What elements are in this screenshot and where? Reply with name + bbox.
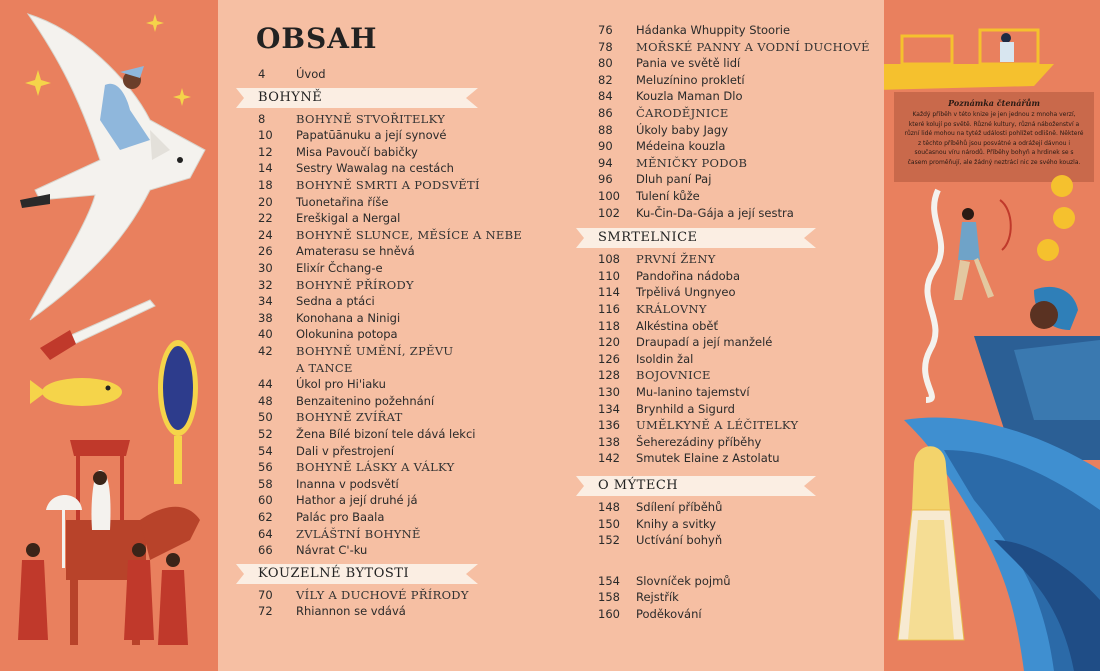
right-illustration-panel — [884, 0, 1100, 671]
page-number: 128 — [598, 368, 620, 383]
entry-title: VÍLY A DUCHOVÉ PŘÍRODY — [296, 587, 469, 602]
entry-title: Šeherezádiny příběhy — [636, 434, 762, 449]
page-number: 52 — [258, 427, 273, 441]
page-number: 160 — [598, 607, 620, 621]
entry-title: BOJOVNICE — [636, 368, 711, 383]
entry-title: BOHYNĚ STVOŘITELKY — [296, 111, 446, 126]
page-number: 42 — [258, 344, 273, 358]
entry-title: Draupadí a její manželé — [636, 335, 773, 350]
entry-title: BOHYNĚ PŘÍRODY — [296, 277, 414, 292]
illustration-bird-rider — [0, 0, 218, 671]
page-number: 8 — [258, 111, 266, 126]
entry-title: Pania ve světě lidí — [636, 56, 741, 71]
entry-title: Tulení kůže — [636, 189, 700, 203]
note-body: Každý příběh v této knize je jen jednou z mnoha verzí, které kolují po světě. Různé kultury, různá náboženství a různí lidé mohou na tytéž události pohlížet odlišně. Některé z těchto příběhů jsou posvátné a odrážejí dávnou i současnou víru národů. Příběhy bohyň a hrdinek se s časem proměňují, ale žádný neztrácí nic ze svého kouzla. — [904, 111, 1084, 166]
entry-title: Návrat C'-ku — [296, 543, 368, 558]
entry-title: Slovníček pojmů — [636, 573, 731, 588]
entry-title: Uctívání bohyň — [636, 533, 723, 548]
entry-title: Hathor a její druhé já — [296, 493, 418, 508]
entry-title: Dluh paní Paj — [636, 172, 712, 187]
page-number: 82 — [598, 72, 613, 87]
page-number: 48 — [258, 393, 273, 408]
page-number: 18 — [258, 178, 273, 192]
entry-title: Pandořina nádoba — [636, 268, 741, 283]
entry-title: Ereškigal a Nergal — [296, 211, 401, 226]
entry-title: Papatūānuku a její synové — [296, 128, 447, 143]
entry-title: PRVNÍ ŽENY — [636, 252, 716, 267]
entry-title: Alkéstina oběť — [636, 318, 718, 333]
entry-title: Kouzla Maman Dlo — [636, 89, 743, 104]
entry-title: Poděkování — [636, 607, 702, 621]
page-number: 150 — [598, 516, 620, 531]
section-banner — [236, 564, 478, 584]
entry-title: Trpělivá Ungnyeo — [636, 285, 736, 300]
page-number: 32 — [258, 277, 273, 292]
entry-title: Sedna a ptáci — [296, 294, 375, 309]
page-number: 78 — [598, 39, 613, 54]
entry-title: BOHYNĚ LÁSKY A VÁLKY — [296, 460, 455, 475]
entry-title: Knihy a svitky — [636, 516, 717, 531]
entry-title: Amaterasu se hněvá — [296, 244, 415, 259]
entry-title: Sestry Wawalag na cestách — [296, 161, 454, 176]
page-number: 4 — [258, 67, 266, 81]
page-number: 94 — [598, 155, 613, 170]
entry-title: Smutek Elaine z Astolatu — [636, 451, 780, 466]
entry-title: Meluzínino prokletí — [636, 72, 745, 87]
section-banner — [576, 476, 816, 496]
page-number: 120 — [598, 335, 620, 350]
entry-title: A TANCE — [296, 360, 353, 375]
page-number: 136 — [598, 418, 620, 433]
entry-title: Úkol pro Hi'iaku — [296, 377, 386, 392]
entry-title: Úvod — [296, 67, 326, 81]
entry-title: Inanna v podsvětí — [296, 476, 399, 491]
page-number: 66 — [258, 543, 273, 558]
page-number: 60 — [258, 493, 273, 508]
page-number: 80 — [598, 56, 613, 71]
page-number: 102 — [598, 205, 620, 220]
entry-title: Isoldin žal — [636, 351, 694, 366]
page-number: 38 — [258, 310, 273, 325]
entry-title: Elixír Čchang-e — [296, 261, 383, 275]
section-banner — [576, 228, 816, 248]
entry-title: ZVLÁŠTNÍ BOHYNĚ — [296, 526, 421, 541]
entry-title: Ku-Čin-Da-Gája a její sestra — [636, 205, 794, 220]
page-number: 10 — [258, 128, 273, 143]
page-number: 90 — [598, 139, 613, 154]
entry-title: Tuonetařina říše — [296, 194, 389, 209]
page-number: 86 — [598, 106, 613, 120]
page-number: 148 — [598, 500, 620, 514]
page-number: 118 — [598, 318, 620, 333]
entry-title: KRÁLOVNY — [636, 302, 707, 316]
page-number: 134 — [598, 401, 620, 416]
page-number: 152 — [598, 533, 620, 548]
page-number: 88 — [598, 122, 613, 137]
page-number: 108 — [598, 252, 620, 267]
page-number: 72 — [258, 604, 273, 619]
entry-title: BOHYNĚ ZVÍŘAT — [296, 410, 403, 425]
page-number: 100 — [598, 189, 620, 203]
section-banner — [236, 88, 478, 108]
section-title: KOUZELNÉ BYTOSTI — [258, 565, 410, 581]
entry-title: Dali v přestrojení — [296, 443, 395, 458]
page-number: 84 — [598, 89, 613, 104]
page-number: 142 — [598, 451, 620, 466]
page-number: 54 — [258, 443, 273, 458]
section-title: SMRTELNICE — [598, 230, 698, 246]
page-number: 110 — [598, 268, 620, 283]
note-title: Poznámka čtenářům — [948, 98, 1040, 108]
entry-title: MOŘSKÉ PANNY A VODNÍ DUCHOVÉ — [636, 39, 870, 54]
page-number: 114 — [598, 285, 620, 300]
entry-title: MĚNIČKY PODOB — [636, 155, 748, 170]
entry-title: Benzaitenino požehnání — [296, 393, 435, 408]
entry-title: Palác pro Baala — [296, 510, 385, 524]
page-number: 20 — [258, 194, 273, 209]
page-number: 56 — [258, 460, 273, 475]
page-number: 58 — [258, 476, 273, 491]
entry-title: BOHYNĚ SMRTI A PODSVĚTÍ — [296, 178, 480, 192]
entry-title: Rejstřík — [636, 590, 679, 605]
page-number: 116 — [598, 302, 620, 316]
page-number: 62 — [258, 510, 273, 524]
page-number: 130 — [598, 385, 620, 399]
entry-title: Žena Bílé bizoní tele dává lekci — [296, 427, 476, 441]
page-number: 158 — [598, 590, 620, 605]
page-title: OBSAH — [256, 22, 378, 55]
page-number: 12 — [258, 144, 273, 159]
entry-title: Hádanka Whuppity Stoorie — [636, 23, 791, 37]
page-number: 96 — [598, 172, 613, 187]
page-number: 22 — [258, 211, 273, 226]
entry-title: Mu-lanino tajemství — [636, 385, 750, 399]
entry-title: Úkoly baby Jagy — [636, 122, 729, 137]
page-number: 26 — [258, 244, 273, 259]
entry-title: UMĚLKYNĚ A LÉČITELKY — [636, 418, 799, 433]
page-number: 126 — [598, 351, 620, 366]
left-illustration-panel — [0, 0, 218, 671]
entry-title: ČARODĚJNICE — [636, 106, 729, 120]
entry-title: Olokunina potopa — [296, 327, 398, 342]
page-number: 154 — [598, 573, 620, 588]
entry-title: Konohana a Ninigi — [296, 310, 401, 325]
page-number: 64 — [258, 526, 273, 541]
page-number: 24 — [258, 227, 273, 242]
entry-title: Sdílení příběhů — [636, 500, 723, 514]
section-title: BOHYNĚ — [258, 89, 323, 105]
entry-title: Brynhild a Sigurd — [636, 401, 735, 416]
page-number: 50 — [258, 410, 273, 425]
entry-title: BOHYNĚ SLUNCE, MĚSÍCE A NEBE — [296, 227, 523, 242]
page-number: 34 — [258, 294, 273, 309]
page-number: 14 — [258, 161, 273, 176]
section-title: O MÝTECH — [598, 478, 679, 493]
page-number: 76 — [598, 23, 613, 37]
page-number: 70 — [258, 587, 273, 602]
page-number: 138 — [598, 434, 620, 449]
entry-title: Misa Pavoučí babičky — [296, 144, 418, 159]
entry-title: Médeina kouzla — [636, 139, 726, 154]
page-number: 30 — [258, 261, 273, 275]
entry-title: Rhiannon se vdává — [296, 604, 406, 619]
entry-title: BOHYNĚ UMĚNÍ, ZPĚVU — [296, 344, 454, 358]
page-number: 40 — [258, 327, 273, 342]
page-number: 44 — [258, 377, 273, 392]
